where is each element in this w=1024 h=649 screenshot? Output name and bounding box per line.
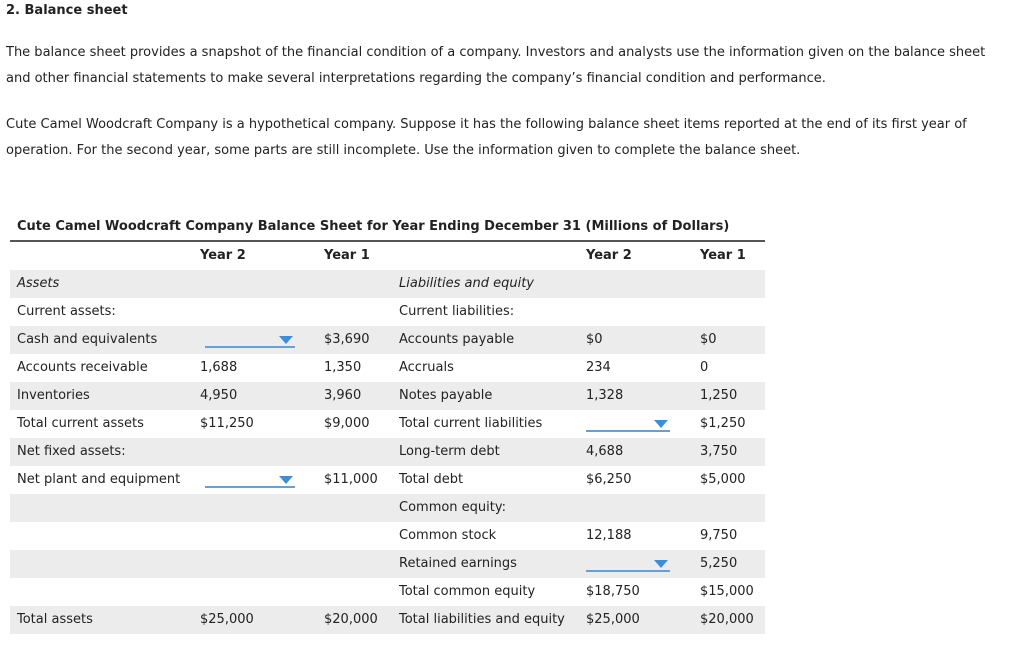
common-stock-year2-value: 12,188 xyxy=(586,528,632,543)
row-label-net-fixed-assets: Net fixed assets: xyxy=(17,444,126,459)
dropdown-underline xyxy=(586,430,670,432)
cash-year1-value: $3,690 xyxy=(324,332,370,347)
intro-line-1: The balance sheet provides a snapshot of the financial condition of a company. Investors and analysts use the information given on the balance sheet xyxy=(6,45,986,60)
accounts-payable-year2-value: $0 xyxy=(586,332,603,347)
row-label-cash: Cash and equivalents xyxy=(17,332,158,347)
row-label-net-plant-and-equipment: Net plant and equipment xyxy=(17,472,181,487)
total-liabilities-and-equity-year1-value: $20,000 xyxy=(700,612,754,627)
accounts-payable-year1-value: $0 xyxy=(700,332,717,347)
total-debt-year2-value: $6,250 xyxy=(586,472,632,487)
row-label-liabilities-and-equity: Liabilities and equity xyxy=(399,276,535,291)
table-row xyxy=(10,410,765,438)
table-row xyxy=(10,354,765,382)
notes-payable-year1-value: 1,250 xyxy=(700,388,738,403)
instructions-line-2: operation. For the second year, some parts are still incomplete. Use the information given to complete the balance sheet. xyxy=(6,143,801,158)
total-common-equity-year2-value: $18,750 xyxy=(586,584,640,599)
net-plant-year1-value: $11,000 xyxy=(324,472,378,487)
table-row xyxy=(10,522,765,550)
total-common-equity-year1-value: $15,000 xyxy=(700,584,754,599)
title-divider xyxy=(10,240,765,242)
long-term-debt-year2-value: 4,688 xyxy=(586,444,624,459)
dropdown-underline xyxy=(205,346,295,348)
table-row xyxy=(10,298,765,326)
row-label-long-term-debt: Long-term debt xyxy=(399,444,500,459)
section-heading: 2. Balance sheet xyxy=(6,3,128,18)
row-label-common-stock: Common stock xyxy=(399,528,497,543)
common-stock-year1-value: 9,750 xyxy=(700,528,738,543)
net-plant-year2-dropdown[interactable] xyxy=(205,472,295,490)
row-label-total-current-assets: Total current assets xyxy=(17,416,144,431)
table-row xyxy=(10,494,765,522)
inventories-year2-value: 4,950 xyxy=(200,388,238,403)
header-assets-year1: Year 1 xyxy=(324,248,370,263)
total-current-assets-year1-value: $9,000 xyxy=(324,416,370,431)
row-label-accounts-receivable: Accounts receivable xyxy=(17,360,148,375)
total-assets-year1-value: $20,000 xyxy=(324,612,378,627)
chevron-down-icon xyxy=(279,476,293,484)
total-current-liabilities-year2-dropdown[interactable] xyxy=(586,416,670,434)
chevron-down-icon xyxy=(654,420,668,428)
intro-line-2: and other financial statements to make several interpretations regarding the company’s financial condition and performance. xyxy=(6,71,826,86)
retained-earnings-year2-dropdown[interactable] xyxy=(586,556,670,574)
table-row xyxy=(10,382,765,410)
row-label-total-debt: Total debt xyxy=(399,472,464,487)
balance-sheet-title: Cute Camel Woodcraft Company Balance Sheet for Year Ending December 31 (Millions of Dollars) xyxy=(17,219,730,234)
instructions-paragraph xyxy=(6,112,1016,164)
dropdown-underline xyxy=(586,570,670,572)
total-assets-year2-value: $25,000 xyxy=(200,612,254,627)
table-row xyxy=(10,270,765,298)
chevron-down-icon xyxy=(279,336,293,344)
header-assets-year2: Year 2 xyxy=(200,248,246,263)
row-label-notes-payable: Notes payable xyxy=(399,388,493,403)
accruals-year1-value: 0 xyxy=(700,360,709,375)
row-label-retained-earnings: Retained earnings xyxy=(399,556,517,571)
instructions-line-1: Cute Camel Woodcraft Company is a hypothetical company. Suppose it has the following balance sheet items reported at the end of its first year of xyxy=(6,117,967,132)
table-row xyxy=(10,550,765,578)
row-label-current-liabilities: Current liabilities: xyxy=(399,304,515,319)
accruals-year2-value: 234 xyxy=(586,360,611,375)
table-row xyxy=(10,326,765,354)
long-term-debt-year1-value: 3,750 xyxy=(700,444,738,459)
row-label-inventories: Inventories xyxy=(17,388,90,403)
table-row xyxy=(10,606,765,634)
row-label-accounts-payable: Accounts payable xyxy=(399,332,515,347)
dropdown-underline xyxy=(205,486,295,488)
table-row xyxy=(10,578,765,606)
total-current-assets-year2-value: $11,250 xyxy=(200,416,254,431)
row-label-total-current-liabilities: Total current liabilities xyxy=(399,416,543,431)
table-row xyxy=(10,466,765,494)
header-liabilities-year1: Year 1 xyxy=(700,248,746,263)
accounts-receivable-year2-value: 1,688 xyxy=(200,360,238,375)
row-label-total-assets: Total assets xyxy=(17,612,93,627)
total-current-liabilities-year1-value: $1,250 xyxy=(700,416,746,431)
retained-earnings-year1-value: 5,250 xyxy=(700,556,738,571)
total-debt-year1-value: $5,000 xyxy=(700,472,746,487)
header-liabilities-year2: Year 2 xyxy=(586,248,632,263)
chevron-down-icon xyxy=(654,560,668,568)
row-label-current-assets: Current assets: xyxy=(17,304,116,319)
row-label-common-equity: Common equity: xyxy=(399,500,507,515)
inventories-year1-value: 3,960 xyxy=(324,388,362,403)
row-label-assets: Assets xyxy=(17,276,60,291)
table-row xyxy=(10,438,765,466)
row-label-total-liabilities-and-equity: Total liabilities and equity xyxy=(399,612,565,627)
notes-payable-year2-value: 1,328 xyxy=(586,388,624,403)
accounts-receivable-year1-value: 1,350 xyxy=(324,360,362,375)
cash-year2-dropdown[interactable] xyxy=(205,332,295,350)
row-label-accruals: Accruals xyxy=(399,360,454,375)
intro-paragraph xyxy=(6,40,1016,92)
total-liabilities-and-equity-year2-value: $25,000 xyxy=(586,612,640,627)
row-label-total-common-equity: Total common equity xyxy=(399,584,536,599)
